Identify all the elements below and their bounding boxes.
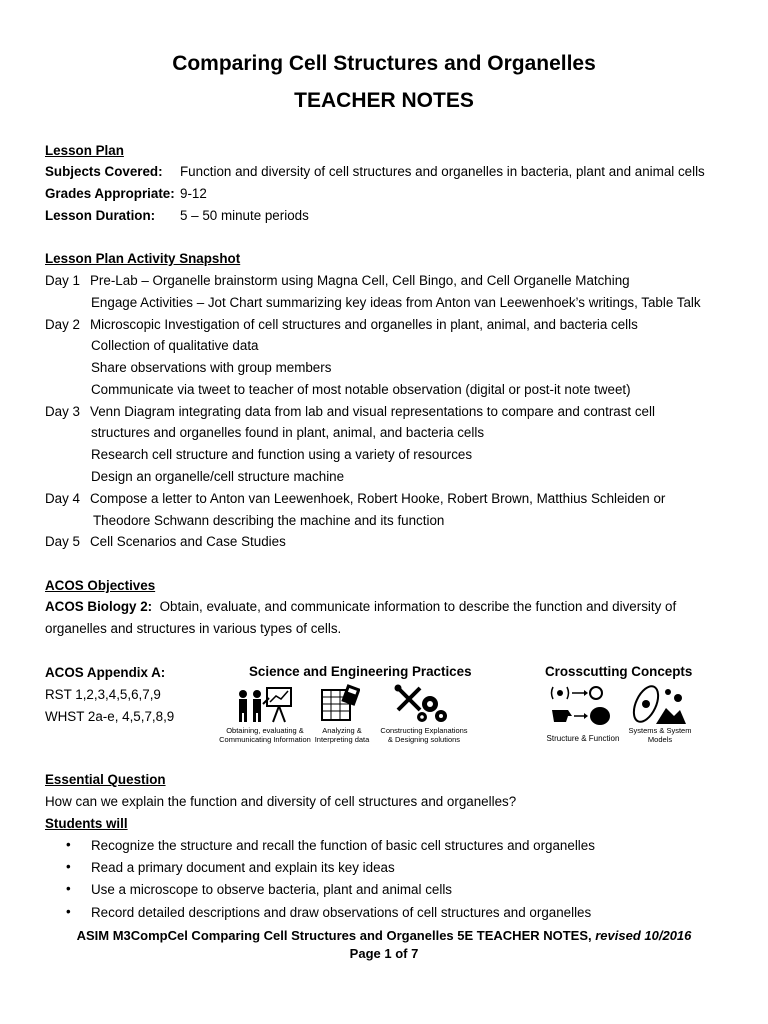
day2-text-4: Communicate via tweet to teacher of most notable observation (digital or post-it note tweet) (91, 382, 631, 397)
day2-text: Microscopic Investigation of cell structures and organelles in plant, animal, and bacteria cells (90, 317, 638, 332)
practice-caption-3b: & Designing solutions (387, 735, 461, 744)
duration-row (45, 207, 309, 225)
day3-text-3: Research cell structure and function using a variety of resources (91, 447, 473, 462)
students-bullet-2: Read a primary document and explain its key ideas (91, 860, 395, 875)
day2-row (45, 316, 638, 334)
acos-bio-text-2: organelles and structures in various types of cells. (45, 621, 342, 636)
day3-text-2: structures and organelles found in plant, animal, and bacteria cells (91, 425, 485, 440)
day1-label: Day 1 (45, 273, 80, 288)
acos-bio-label: ACOS Biology 2: (45, 599, 153, 614)
day4-row (45, 490, 665, 508)
grades-label: Grades Appropriate: (45, 186, 175, 201)
practice-caption-3 (374, 726, 474, 744)
students-bullet-1: Recognize the structure and recall the function of basic cell structures and organelles (91, 838, 595, 853)
practices-heading: Science and Engineering Practices (249, 664, 472, 679)
day4-label: Day 4 (45, 491, 80, 506)
crosscutting-caption-1: Structure & Function (546, 734, 620, 743)
crosscutting-caption-2a: Systems & System (628, 726, 692, 735)
day2-text-3: Share observations with group members (91, 360, 332, 375)
day5-text: Cell Scenarios and Case Studies (90, 534, 286, 549)
tools-gears-icon (394, 684, 448, 729)
bullet-marker: • (66, 859, 71, 874)
students-bullet-4: Record detailed descriptions and draw observations of cell structures and organelles (91, 905, 592, 920)
subjects-label: Subjects Covered: (45, 164, 163, 179)
day4-text: Compose a letter to Anton van Leewenhoek, Robert Hooke, Robert Brown, Matthius Schleiden or (90, 491, 666, 506)
bullet-marker: • (66, 904, 71, 919)
day5-label: Day 5 (45, 534, 80, 549)
acos-whst: WHST 2a-e, 4,5,7,8,9 (45, 709, 175, 724)
practice-caption-1b: Communicating Information (219, 735, 311, 744)
day2-label: Day 2 (45, 317, 80, 332)
snapshot-heading: Lesson Plan Activity Snapshot (45, 251, 241, 266)
grades-value: 9-12 (180, 186, 207, 201)
day4-text-2: Theodore Schwann describing the machine and its function (93, 513, 445, 528)
structure-function-icon (550, 684, 612, 735)
day1-text-2: Engage Activities – Jot Chart summarizing key ideas from Anton van Leewenhoek’s writings, Table Talk (91, 295, 701, 310)
students-heading: Students will (45, 816, 128, 831)
data-spreadsheet-icon (320, 684, 360, 729)
duration-label: Lesson Duration: (45, 208, 156, 223)
bullet-marker: • (66, 881, 71, 896)
day2-text-2: Collection of qualitative data (91, 338, 259, 353)
practice-caption-2b: Interpreting data (314, 735, 370, 744)
footer-revised: revised 10/2016 (595, 928, 692, 943)
day5-row (45, 533, 286, 551)
acos-heading: ACOS Objectives (45, 578, 156, 593)
subjects-row (45, 163, 705, 181)
document-subtitle: TEACHER NOTES (294, 89, 474, 112)
essential-heading: Essential Question (45, 772, 166, 787)
crosscutting-caption-2 (622, 726, 698, 744)
day3-text-4: Design an organelle/cell structure machine (91, 469, 345, 484)
practice-caption-2a: Analyzing & (322, 726, 362, 735)
day3-text: Venn Diagram integrating data from lab and visual representations to compare and contrast cell (90, 404, 655, 419)
bullet-marker: • (66, 837, 71, 852)
document-title: Comparing Cell Structures and Organelles (172, 52, 596, 75)
day1-text: Pre-Lab – Organelle brainstorm using Magna Cell, Cell Bingo, and Cell Organelle Matching (90, 273, 630, 288)
students-bullet-3: Use a microscope to observe bacteria, plant and animal cells (91, 882, 452, 897)
lesson-plan-heading: Lesson Plan (45, 143, 124, 158)
practice-caption-3a: Constructing Explanations (380, 726, 468, 735)
footer-page-number: Page 1 of 7 (349, 946, 419, 961)
acos-bio-row (45, 598, 676, 616)
day3-label: Day 3 (45, 404, 80, 419)
day1-row (45, 272, 630, 290)
duration-value: 5 – 50 minute periods (180, 208, 309, 223)
day3-row (45, 403, 655, 421)
practice-caption-1 (210, 726, 320, 744)
communicating-people-icon (235, 684, 297, 729)
acos-bio-text: Obtain, evaluate, and communicate information to describe the function and diversity of (159, 599, 677, 614)
crosscutting-caption-2b: Models (647, 735, 673, 744)
footer-main: ASIM M3CompCel Comparing Cell Structures and Organelles 5E TEACHER NOTES, (76, 928, 596, 943)
grades-row (45, 185, 207, 203)
practice-caption-1a: Obtaining, evaluating & (226, 726, 304, 735)
acos-appendix-label: ACOS Appendix A: (45, 665, 166, 680)
footer-line (0, 928, 768, 943)
practice-caption-2 (312, 726, 372, 744)
acos-rst: RST 1,2,3,4,5,6,7,9 (45, 687, 161, 702)
essential-question: How can we explain the function and diversity of cell structures and organelles? (45, 794, 517, 809)
subjects-value: Function and diversity of cell structures and organelles in bacteria, plant and animal cells (180, 164, 705, 179)
systems-models-icon (626, 682, 688, 731)
crosscutting-heading: Crosscutting Concepts (545, 664, 693, 679)
